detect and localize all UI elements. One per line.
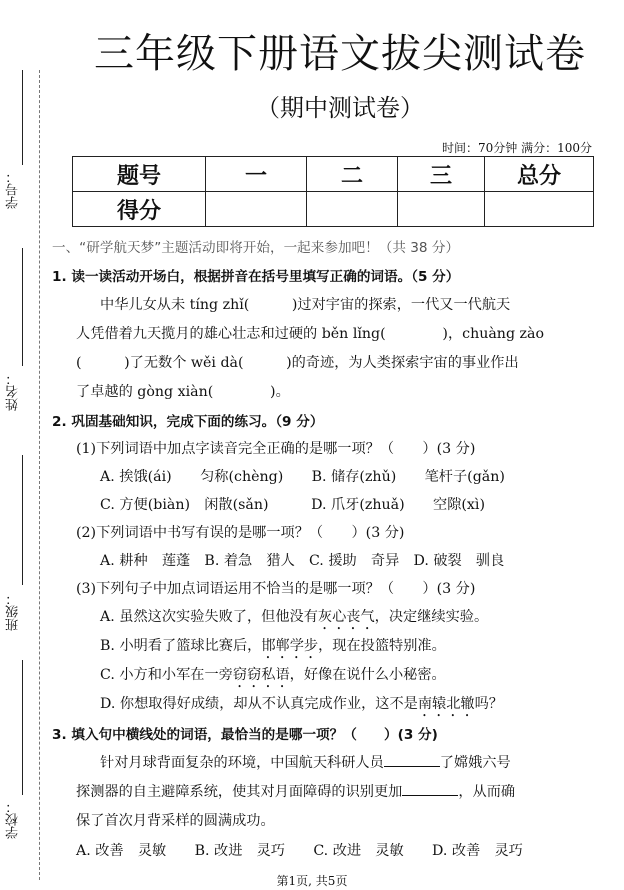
q3-text: 了嫦娥六号 xyxy=(439,755,511,771)
q1-line-4: 了卓越的 gòng xiàn( )。 xyxy=(76,384,290,400)
score-header-row xyxy=(73,157,594,192)
q3-options: A. 改善 灵敏 B. 改进 灵巧 C. 改进 灵敏 D. 改善 灵巧 xyxy=(76,843,523,859)
q3-text: 针对月球背面复杂的环境，中国航天科研人员 xyxy=(100,755,384,771)
score-table xyxy=(72,156,594,227)
q3-line-2 xyxy=(76,781,515,801)
binding-margin xyxy=(0,0,44,890)
q2-sub2: (2)下列词语中书写有误的是哪一项？（ ）(3 分) xyxy=(76,525,405,541)
page-footer: 第1页, 共5页 xyxy=(276,874,348,888)
q2-sub1: (1)下列词语中加点字读音完全正确的是哪一项？（ ）(3 分) xyxy=(76,441,476,457)
class-line xyxy=(22,455,23,585)
q2-sub3-option-a xyxy=(100,606,488,633)
q2-sub2-options: A. 耕种 莲蓬 B. 着急 猎人 C. 援助 奇异 D. 破裂 驯良 xyxy=(100,553,505,569)
dotted-word: 灰心丧气 xyxy=(317,609,375,625)
score-header-cell: 总分 xyxy=(485,157,594,192)
school-line xyxy=(22,660,23,795)
q2-sub3: (3)下列句子中加点词语运用不恰当的是哪一项？（ ）(3 分) xyxy=(76,581,476,597)
option-text: ，决定继续实验。 xyxy=(374,609,489,625)
name-label: 姓名： xyxy=(6,372,21,411)
score-header-cell: 三 xyxy=(398,157,485,192)
score-cell-total[interactable] xyxy=(485,192,594,227)
q1-line-2: 人凭借着九天揽月的雄心壮志和过硬的 běn lǐng( )，chuàng zào xyxy=(76,326,545,342)
q2-sub3-option-d xyxy=(100,693,503,720)
q3-line-3: 保了首次月背采样的圆满成功。 xyxy=(76,813,275,829)
dotted-word: 窃窃私语 xyxy=(232,667,290,683)
answer-blank-1[interactable] xyxy=(384,754,440,767)
id-line xyxy=(22,70,23,165)
answer-blank-2[interactable] xyxy=(402,783,458,796)
q2-sub3-option-c xyxy=(100,664,446,691)
option-text: D. 你想取得好成绩，却从不认真完成作业，这不是 xyxy=(100,696,418,712)
q3-text: 探测器的自主避障系统，使其对月面障碍的识别更加 xyxy=(76,784,403,800)
score-cell-1[interactable] xyxy=(206,192,307,227)
option-text: ，现在投篮特别准。 xyxy=(318,638,446,654)
school-label: 学校： xyxy=(6,800,21,839)
option-text: C. 小方和小军在一旁 xyxy=(100,667,233,683)
q2-sub3-option-b xyxy=(100,635,446,662)
class-label: 班级： xyxy=(6,592,21,631)
score-header-cell: 题号 xyxy=(73,157,206,192)
section-1-title: 一、“研学航天梦”主题活动即将开始，一起来参加吧！（共 38 分） xyxy=(52,240,460,256)
id-label: 学号： xyxy=(6,170,21,209)
option-text: A. 虽然这次实验失败了，但他没有 xyxy=(100,609,318,625)
option-text: 吗？ xyxy=(474,696,503,712)
option-text: B. 小明看了篮球比赛后， xyxy=(100,638,262,654)
q2-sub1-options-ab: A. 挨饿(ái) 匀称(chèng) B. 储存(zhǔ) 笔杆子(gǎn) xyxy=(100,469,505,485)
score-header-cell: 二 xyxy=(307,157,398,192)
q3-text: ，从而确 xyxy=(458,784,516,800)
exam-title: 三年级下册语文拔尖测试卷 xyxy=(94,31,586,77)
binding-dashed-line xyxy=(39,70,40,880)
q2-title: 2. 巩固基础知识，完成下面的练习。（9 分） xyxy=(52,414,324,430)
q3-line-1 xyxy=(100,752,511,772)
dotted-word: 南辕北辙 xyxy=(417,696,475,712)
q3-title: 3. 填入句中横线处的词语，最恰当的是哪一项？（ ）(3 分) xyxy=(52,727,438,743)
score-cell-2[interactable] xyxy=(307,192,398,227)
name-line xyxy=(22,248,23,366)
exam-meta: 时间：70分钟 满分：100分 xyxy=(442,141,592,155)
score-header-cell: 一 xyxy=(206,157,307,192)
score-cell-3[interactable] xyxy=(398,192,485,227)
score-value-row xyxy=(73,192,594,227)
q1-line-3: ( )了无数个 wěi dà( )的奇迹，为人类探索宇宙的事业作出 xyxy=(76,355,519,371)
q1-title: 1. 读一读活动开场白，根据拼音在括号里填写正确的词语。（5 分） xyxy=(52,269,460,285)
score-label-cell: 得分 xyxy=(73,192,206,227)
option-text: ，好像在说什么小秘密。 xyxy=(289,667,446,683)
exam-subtitle: （期中测试卷） xyxy=(256,94,424,122)
dotted-word: 邯郸学步 xyxy=(261,638,319,654)
q1-line-1: 中华儿女从未 tíng zhǐ( )过对宇宙的探索，一代又一代航天 xyxy=(100,297,511,313)
q2-sub1-options-cd: C. 方便(biàn) 闲散(sǎn) D. 爪牙(zhuǎ) 空隙(xì) xyxy=(100,497,486,513)
